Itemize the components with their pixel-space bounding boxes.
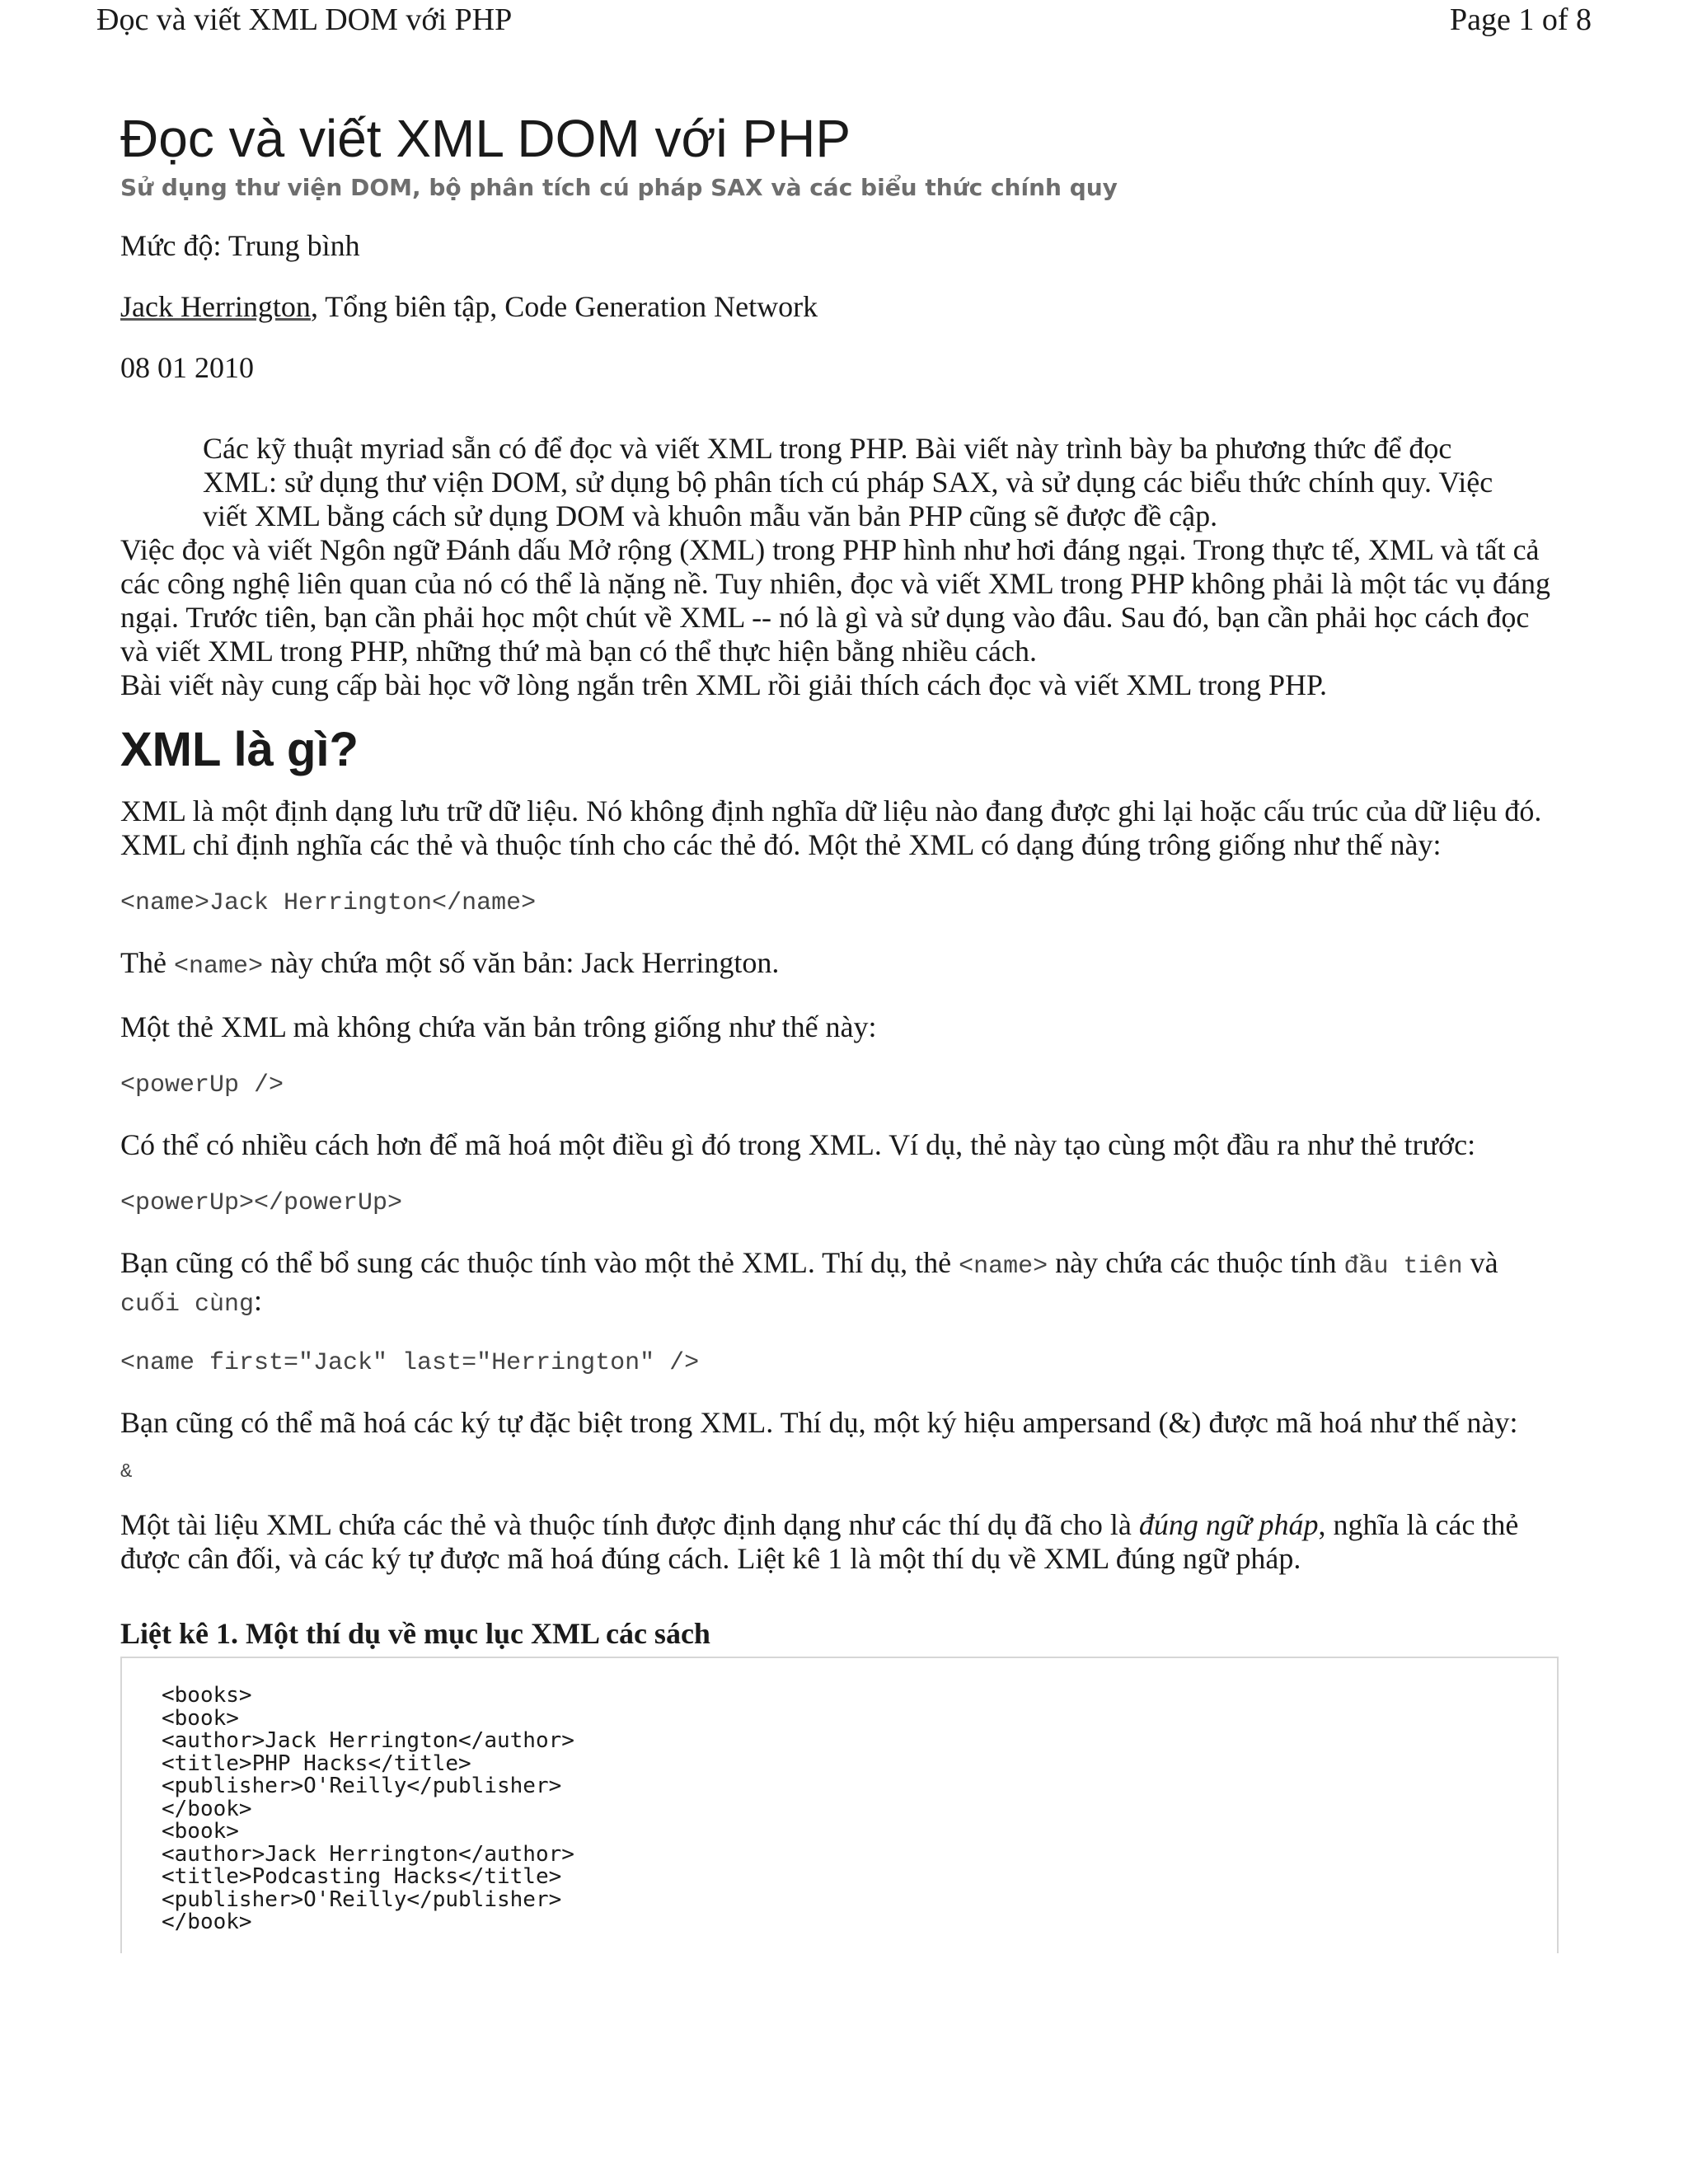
xml-paragraph-2-text-end: này chứa một số văn bản: Jack Herrington.	[263, 946, 780, 979]
article-date: 08 01 2010	[120, 351, 254, 384]
page-header	[96, 0, 1592, 40]
code-example-name-tag: <name>Jack Herrington</name>	[120, 889, 537, 917]
xml-paragraph-7-emphasis: đúng ngữ pháp	[1138, 1508, 1319, 1541]
xml-paragraph-4: Có thể có nhiều cách hơn để mã hoá một điều gì đó trong XML. Ví dụ, thẻ này tạo cùng một đầu ra như thẻ trước:	[120, 1128, 1476, 1161]
article-author	[120, 288, 1559, 325]
intro-paragraph-2: Bài viết này cung cấp bài học vỡ lòng ngắn trên XML rồi giải thích cách đọc và viết XML trong PHP.	[120, 668, 1328, 701]
intro-paragraph-1: Việc đọc và viết Ngôn ngữ Đánh dấu Mở rộng (XML) trong PHP hình như hơi đáng ngại. Trong thực tế, XML và tất cả các công nghệ liên quan của nó có thể là nặng nề. Tuy nhiên, đọc và viết XML trong PHP không phải là một tác vụ đáng ngại. Trước tiên, bạn cần phải học một chút về XML -- nó là gì và sử dụng vào đâu. Sau đó, bạn cần phải học cách đọc và viết XML trong PHP, những thứ mà bạn có thể thực hiện bằng nhiều cách.	[120, 533, 1550, 668]
section-heading-xml: XML là gì?	[120, 723, 359, 776]
author-link[interactable]: Jack Herrington	[120, 290, 311, 323]
code-example-ampersand: &	[120, 1461, 133, 1483]
code-example-powerup-pair: <powerUp></powerUp>	[120, 1189, 403, 1217]
listing-1-code-box	[120, 1657, 1559, 1953]
header-page-indicator: Page 1 of 8	[1449, 2, 1592, 37]
xml-paragraph-5-mid: này chứa các thuộc tính	[1048, 1246, 1344, 1279]
xml-paragraph-3: Một thẻ XML mà không chứa văn bản trông giống như thế này:	[120, 1010, 877, 1043]
xml-paragraph-5-end: :	[254, 1284, 263, 1317]
inline-code-first: đầu tiên	[1343, 1253, 1463, 1281]
inline-code-name-2: <name>	[959, 1253, 1048, 1281]
code-example-powerup: <powerUp />	[120, 1071, 284, 1099]
article-level: Mức độ: Trung bình	[120, 229, 360, 262]
header-doc-title: Đọc và viết XML DOM với PHP	[96, 2, 513, 37]
article-content	[120, 107, 1559, 1953]
inline-code-last: cuối cùng	[120, 1291, 255, 1319]
article-title: Đọc và viết XML DOM với PHP	[120, 109, 851, 168]
xml-paragraph-5	[120, 1246, 1559, 1322]
xml-paragraph-5-and: và	[1462, 1246, 1498, 1279]
xml-paragraph-2-text: Thẻ	[120, 946, 174, 979]
code-example-attributes: <name first="Jack" last="Herrington" />	[120, 1349, 700, 1377]
xml-paragraph-7-end: , nghĩa là các thẻ được cân đối, và các ký tự được mã hoá đúng cách. Liệt kê 1 là một thí dụ về XML đúng ngữ pháp.	[120, 1508, 1519, 1575]
article-subtitle: Sử dụng thư viện DOM, bộ phân tích cú pháp SAX và các biểu thức chính quy	[120, 174, 1118, 201]
article-abstract: Các kỹ thuật myriad sẵn có để đọc và viết XML trong PHP. Bài viết này trình bày ba phương thức để đọc XML: sử dụng thư viện DOM, sử dụng bộ phân tích cú pháp SAX, và sử dụng các biểu thức chính quy. Việc viết XML bằng cách sử dụng DOM và khuôn mẫu văn bản PHP cũng sẽ được đề cập.	[203, 432, 1493, 532]
xml-paragraph-2	[120, 946, 1559, 984]
xml-paragraph-7-text: Một tài liệu XML chứa các thẻ và thuộc tính được định dạng như các thí dụ đã cho là	[120, 1508, 1139, 1541]
listing-1-title: Liệt kê 1. Một thí dụ về mục lục XML các sách	[120, 1617, 710, 1650]
xml-paragraph-6: Bạn cũng có thể mã hoá các ký tự đặc biệt trong XML. Thí dụ, một ký hiệu ampersand (&) được mã hoá như thế này:	[120, 1406, 1518, 1439]
listing-1-code: <books> <book> <author>Jack Herrington</author> <title>PHP Hacks</title> <publisher>O'Reilly</publisher> </book> <book> <author>Jack Herrington</author> <title>Podcasting Hacks</title> <publisher>O'Reilly</publisher> </book>	[162, 1683, 574, 1934]
inline-code-name: <name>	[173, 953, 263, 981]
xml-paragraph-7	[120, 1508, 1559, 1576]
xml-paragraph-5-text: Bạn cũng có thể bổ sung các thuộc tính vào một thẻ XML. Thí dụ, thẻ	[120, 1246, 959, 1279]
author-details: , Tổng biên tập, Code Generation Network	[310, 290, 818, 323]
xml-paragraph-1: XML là một định dạng lưu trữ dữ liệu. Nó không định nghĩa dữ liệu nào đang được ghi lại hoặc cấu trúc của dữ liệu đó. XML chỉ định nghĩa các thẻ và thuộc tính cho các thẻ đó. Một thẻ XML có dạng đúng trông giống như thế này:	[120, 794, 1542, 861]
